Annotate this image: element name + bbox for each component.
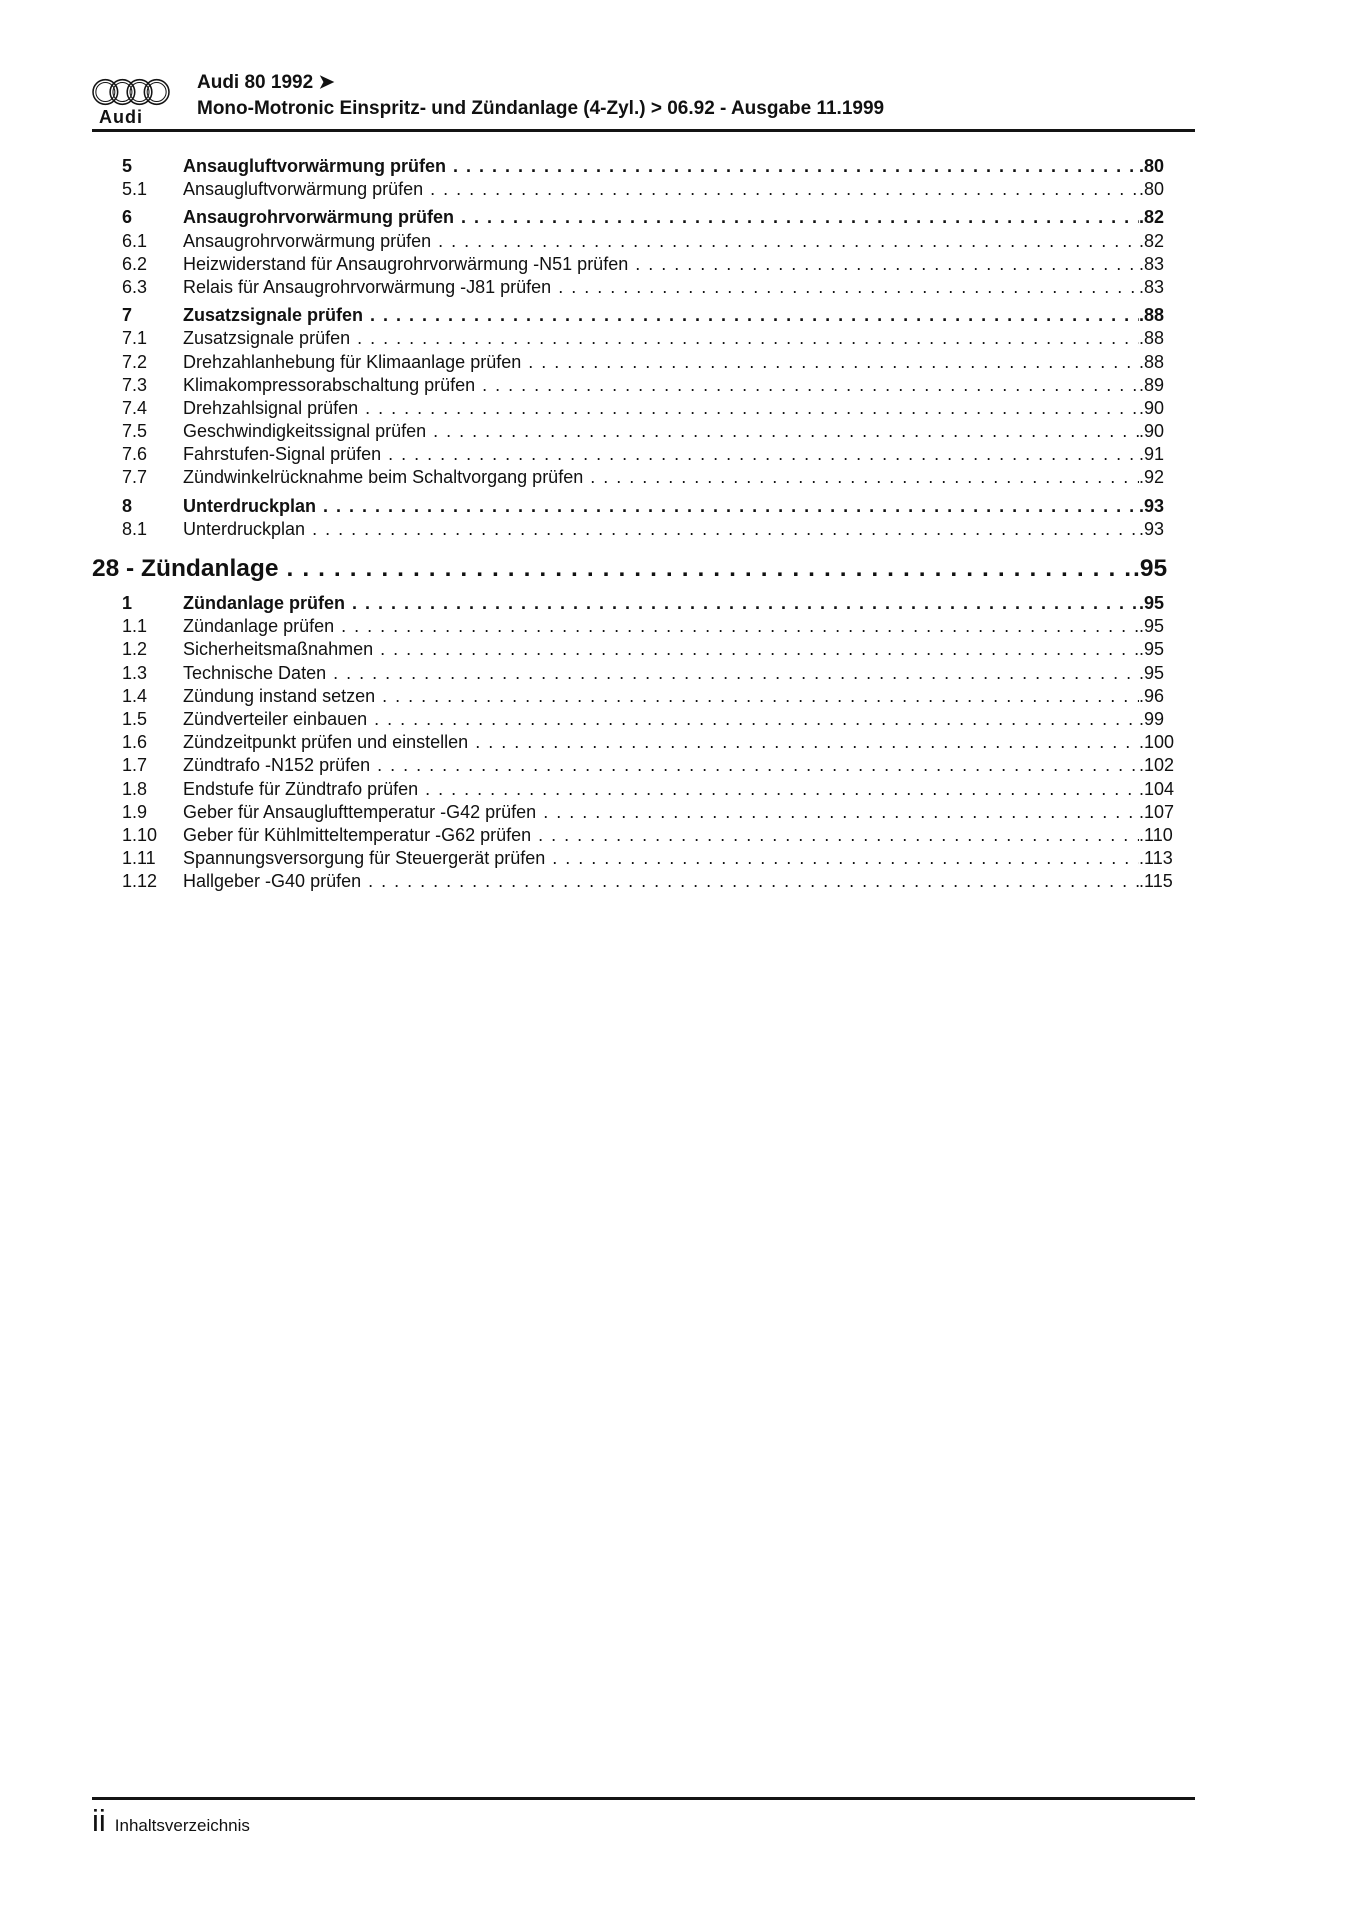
toc-entry-page: . 96 [1139,686,1195,707]
chapter-heading [92,555,1195,587]
toc-leader-dots [538,825,1139,846]
toc-entry-page: . 82 [1139,207,1195,228]
toc-entry-page: . 113 [1139,848,1195,869]
toc-entry-page: . 107 [1139,802,1195,823]
toc-leader-dots [635,254,1139,275]
toc-entry-title: Zusatzsignale prüfen [183,305,364,326]
toc-entry-title: Ansaugluftvorwärmung prüfen [183,179,424,200]
toc-entry [92,755,1195,778]
chapter-heading-page: . 95 [1133,555,1195,583]
brand-wordmark: Audi [99,107,143,127]
toc-entry-title: Ansaugrohrvorwärmung prüfen [183,207,455,228]
toc-entry-title: Geber für Kühlmitteltemperatur -G62 prüfen [183,824,532,845]
toc-entry-number: 7.7 [122,467,148,488]
toc-entry-number: 1.11 [122,848,156,869]
toc-entry [92,421,1195,444]
toc-entry-title: Zündzeitpunkt prüfen und einstellen [183,732,469,753]
toc-entry-number: 7 [122,305,133,326]
chapter-heading-label: 28 - Zündanlage [92,555,279,582]
toc-leader-dots [341,616,1139,637]
toc-entry [92,156,1195,179]
toc-leader-dots [377,755,1139,776]
toc-entry-page: . 80 [1139,179,1195,200]
toc-entry [92,328,1195,351]
toc-entry-title: Ansaugluftvorwärmung prüfen [183,156,447,176]
toc-entry-title: Klimakompressorabschaltung prüfen [183,374,476,395]
toc-entry [92,663,1195,686]
toc-entry-title: Fahrstufen-Signal prüfen [183,444,382,465]
toc-entry-number: 1.2 [122,639,148,660]
toc-entry-number: 1.4 [122,685,148,706]
toc-leader-dots [552,848,1139,869]
toc-entry-title: Drehzahlanhebung für Klimaanlage prüfen [183,351,522,372]
toc-entry-title: Zündung instand setzen [183,685,376,706]
toc-entry [92,467,1195,490]
toc-entry-number: 1.1 [122,616,148,637]
toc-entry-page: . 95 [1139,639,1195,660]
toc-entry-title: Zündanlage prüfen [183,616,335,637]
toc-entry-title: Sicherheitsmaßnahmen [183,639,374,660]
toc-leader-dots [352,593,1139,614]
toc-entry-title: Relais für Ansaugrohrvorwärmung -J81 prüfen [183,276,552,297]
toc-entry-number: 5.1 [122,179,148,200]
toc-entry [92,802,1195,825]
toc-leader-dots [365,398,1139,419]
toc-entry [92,231,1195,254]
toc-entry-title: Zündverteiler einbauen [183,708,368,729]
toc-entry-title: Ansaugrohrvorwärmung prüfen [183,230,432,251]
toc-entry-title: Zusatzsignale prüfen [183,328,351,349]
toc-entry [92,686,1195,709]
toc-entry [92,444,1195,467]
toc-entry [92,277,1195,300]
toc-leader-dots [433,421,1139,442]
toc-entry [92,179,1195,202]
toc-section-continued [92,156,1195,542]
toc-leader-dots [374,709,1139,730]
toc-leader-dots [382,686,1139,707]
toc-entry-page: . 88 [1139,328,1195,349]
toc-entry [92,732,1195,755]
toc-entry-page: . 88 [1139,352,1195,373]
toc-entry-page: . 82 [1139,231,1195,252]
toc-entry-title: Technische Daten [183,662,327,683]
toc-leader-dots [475,732,1139,753]
header-model-line: Audi 80 1992 ➤ [197,72,335,93]
toc-entry [92,398,1195,421]
toc-entry-number: 1 [122,593,133,613]
toc-entry-page: . 80 [1139,156,1195,177]
toc-entry-page: . 83 [1139,254,1195,275]
toc-entry-title: Zündanlage prüfen [183,593,345,613]
page-header [92,57,1195,128]
toc-entry-number: 8.1 [122,518,148,539]
toc-entry-number: 1.7 [122,755,148,776]
toc-leader-dots [528,352,1139,373]
toc-entry-page: . 104 [1139,779,1195,800]
toc-entry-page: . 89 [1139,375,1195,396]
toc-entry-number: 8 [122,495,133,516]
toc-entry-page: . 88 [1139,305,1195,326]
header-system-line: Mono-Motronic Einspritz- und Zündanlage (4-Zyl.) > 06.92 - Ausgabe 11.1999 [197,98,885,119]
toc-entry-page: . 115 [1139,871,1195,892]
toc-entry-number: 7.3 [122,374,148,395]
toc-leader-dots [357,328,1139,349]
toc-entry-page: . 93 [1139,496,1195,517]
toc-entry-title: Geschwindigkeitssignal prüfen [183,421,427,442]
toc-entry-title: Spannungsversorgung für Steuergerät prüfen [183,848,546,869]
toc-entry-page: . 95 [1139,593,1195,614]
header-divider [92,129,1195,132]
toc-leader-dots [380,639,1139,660]
toc-leader-dots [323,496,1139,517]
toc-entry-page: . 90 [1139,398,1195,419]
table-of-contents [92,151,1195,894]
toc-entry [92,709,1195,732]
toc-entry [92,616,1195,639]
toc-entry [92,207,1195,230]
footer-page-number: ii [92,1803,106,1838]
toc-entry-page: . 93 [1139,519,1195,540]
footer-divider [92,1797,1195,1800]
toc-leader-dots [388,444,1139,465]
toc-leader-dots [558,277,1139,298]
toc-entry-page: . 95 [1139,663,1195,684]
toc-entry [92,519,1195,542]
toc-entry-number: 7.2 [122,351,148,372]
toc-entry-number: 1.12 [122,871,158,892]
toc-entry-page: . 90 [1139,421,1195,442]
toc-entry [92,593,1195,616]
toc-leader-dots [312,519,1139,540]
toc-leader-dots [287,555,1133,583]
toc-entry-title: Zündtrafo -N152 prüfen [183,755,371,776]
toc-entry-page: . 99 [1139,709,1195,730]
toc-entry [92,254,1195,277]
toc-entry-number: 6 [122,207,133,228]
toc-entry-title: Geber für Ansauglufttemperatur -G42 prüfen [183,801,537,822]
toc-entry-number: 5 [122,156,133,176]
toc-entry-page: . 110 [1139,825,1195,846]
toc-entry-number: 7.1 [122,328,148,349]
toc-entry [92,779,1195,802]
toc-entry [92,871,1195,894]
toc-entry-page: . 91 [1139,444,1195,465]
toc-leader-dots [370,305,1139,326]
toc-entry-number: 1.9 [122,801,148,822]
toc-leader-dots [482,375,1139,396]
toc-entry-page: . 100 [1139,732,1195,753]
toc-entry-title: Heizwiderstand für Ansaugrohrvorwärmung -N51 prüfen [183,253,629,274]
toc-entry-title: Unterdruckplan [183,518,306,539]
page-footer [92,1804,250,1838]
toc-leader-dots [461,207,1139,228]
toc-entry-number: 6.3 [122,276,148,297]
toc-leader-dots [430,179,1139,200]
toc-entry-number: 1.6 [122,732,148,753]
toc-entry-title: Drehzahlsignal prüfen [183,397,359,418]
toc-leader-dots [543,802,1139,823]
toc-entry-number: 6.1 [122,230,148,251]
toc-section-zuendanlage [92,593,1195,894]
toc-leader-dots [453,156,1139,177]
toc-entry [92,352,1195,375]
toc-entry-number: 1.3 [122,662,148,683]
toc-leader-dots [590,467,1139,488]
toc-entry-number: 1.5 [122,708,148,729]
audi-rings-icon [92,78,170,106]
footer-label: Inhaltsverzeichnis [114,1816,250,1835]
toc-entry-page: . 83 [1139,277,1195,298]
toc-entry-number: 7.4 [122,397,148,418]
toc-entry-page: . 102 [1139,755,1195,776]
toc-leader-dots [438,231,1139,252]
toc-entry-number: 7.6 [122,444,148,465]
toc-leader-dots [425,779,1139,800]
toc-entry-number: 7.5 [122,421,148,442]
brand-logo [92,57,197,128]
toc-entry [92,375,1195,398]
toc-entry-number: 1.8 [122,778,148,799]
toc-entry-title: Unterdruckplan [183,495,317,516]
toc-entry [92,496,1195,519]
toc-entry [92,639,1195,662]
toc-entry-page: . 92 [1139,467,1195,488]
toc-entry [92,825,1195,848]
toc-entry [92,848,1195,871]
toc-entry-number: 6.2 [122,253,148,274]
header-text [197,57,884,128]
toc-leader-dots [333,663,1139,684]
toc-entry [92,305,1195,328]
toc-entry-number: 1.10 [122,824,158,845]
toc-entry-page: . 95 [1139,616,1195,637]
toc-entry-title: Zündwinkelrücknahme beim Schaltvorgang prüfen [183,467,584,488]
toc-entry-title: Hallgeber -G40 prüfen [183,871,362,892]
toc-entry-title: Endstufe für Zündtrafo prüfen [183,778,419,799]
toc-leader-dots [368,871,1139,892]
